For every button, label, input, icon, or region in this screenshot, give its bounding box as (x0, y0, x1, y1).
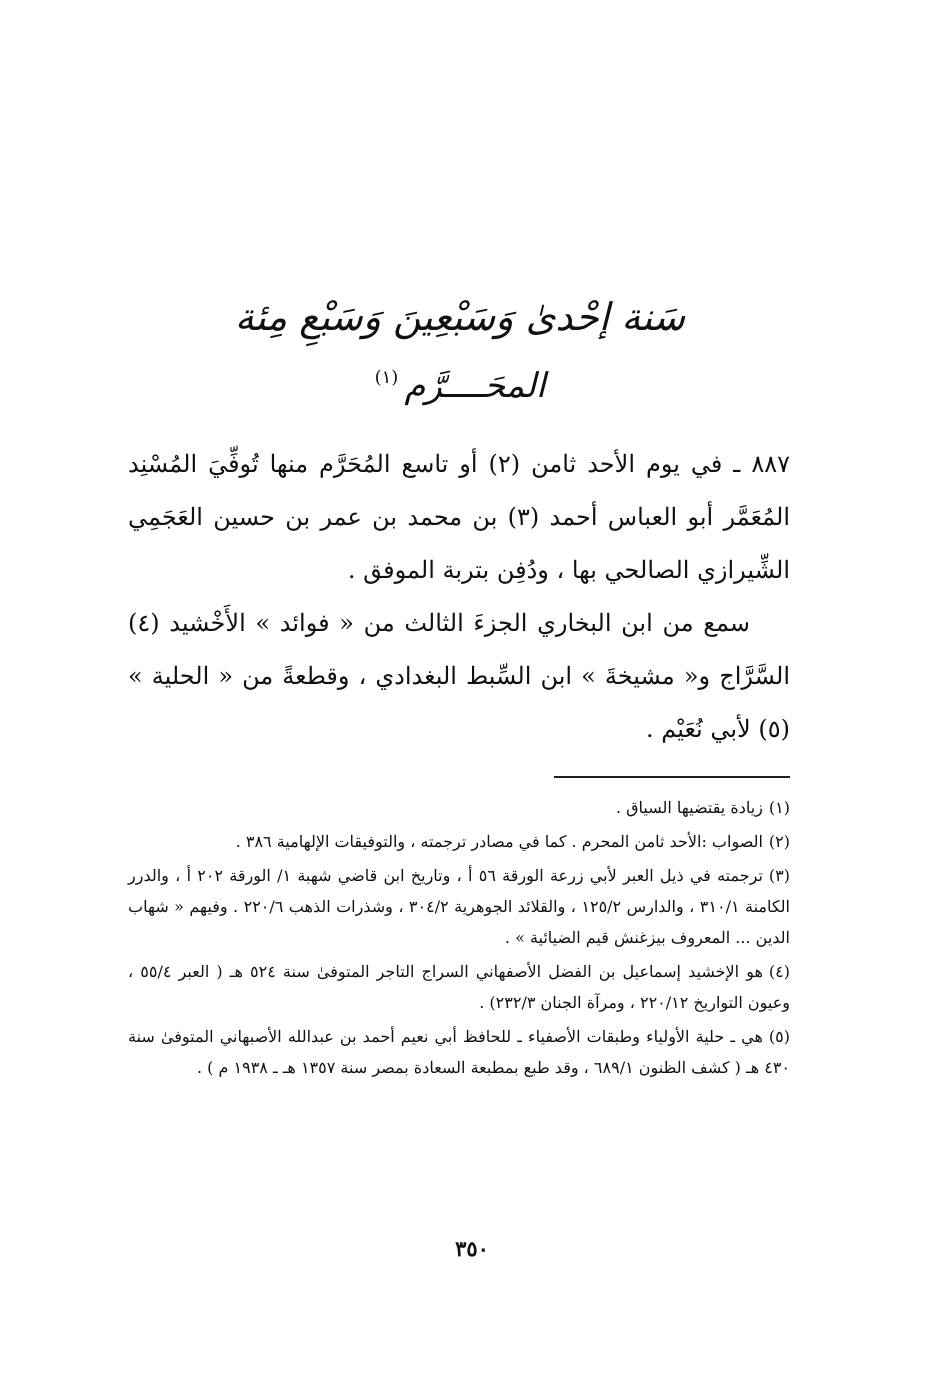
footnote-2 (128, 826, 790, 857)
footnote-text: ترجمته في ذيل العبر لأبي زرعة الورقة ٥٦ أ ، وتاريخ ابن قاضي شهبة ١/ الورقة ٢٠٢ أ ، والدرر الكامنة ٣١٠/١ ، والدارس ١٢٥/٢ ، والقلائد الجوهرية ٣٠٤/٢ ، وشذرات الذهب ٢٢٠/٦ . وفيهم « شهاب الدين ... المعروف بيزغنش قيم الضيائية » . (128, 866, 790, 947)
footnote-1 (128, 792, 790, 823)
month-title-text: المحَــــرَّم (404, 366, 546, 406)
footnote-text: هي ـ حلية الأولياء وطبقات الأصفياء ـ للحافظ أبي نعيم أحمد بن عبدالله الأصبهاني المتوفىٰ سنة ٤٣٠ هـ ( كشف الظنون ٦٨٩/١ ، وقد طبع بمطبعة السعادة بمصر سنة ١٣٥٧ هـ ـ ١٩٣٨ م ) . (128, 1027, 790, 1077)
footnote-text: زيادة يقتضيها السياق . (615, 798, 763, 817)
year-title (200, 292, 720, 342)
footnote-separator (554, 776, 790, 778)
footnote-number: (٣) (768, 866, 791, 885)
footnote-number: (٤) (768, 962, 791, 981)
entry-paragraph-1: ٨٨٧ ـ في يوم الأحد ثامن (٢) أو تاسع المُحَرَّم منها تُوفِّيَ المُسْنِد المُعَمَّر أبو العباس أحمد (٣) بن محمد بن عمر بن حسين العَجَمِي الشِّيرازي الصالحي بها ، ودُفِن بتربة الموفق . (128, 450, 791, 584)
entry-paragraph-2: سمع من ابن البخاري الجزءَ الثالث من « فوائد » الأَخْشيد (٤) السَّرَّاج و« مشيخةَ » ابن السِّبط البغدادي ، وقطعةً من « الحلية » (٥) لأبي نُعَيْم . (128, 609, 790, 743)
footnote-number: (٥) (768, 1027, 790, 1046)
month-note-reference: (١) (374, 367, 399, 388)
footnote-number: (٢) (768, 832, 790, 851)
footnote-text: هو الإخشيد إسماعيل بن الفضل الأصفهاني السراج التاجر المتوفىٰ سنة ٥٢٤ هـ ( العبر ٥٥/٤ ، وعيون التواريخ ٢٢٠/١٢ ، ومرآة الجنان ٢٣٢/٣) . (128, 962, 790, 1012)
footnote-5 (128, 1021, 790, 1083)
year-title-text: سَنة إحْدىٰ وَسَبْعِينَ وَسَبْعِ مِئة (234, 295, 686, 339)
footnote-number: (١) (768, 798, 790, 817)
footnotes (128, 792, 790, 1086)
month-title (200, 355, 720, 409)
footnote-4 (128, 956, 790, 1018)
footnote-3 (128, 860, 790, 953)
page-number: ٣٥٠ (455, 1236, 489, 1261)
footnote-text: الصواب :الأحد ثامن المحرم . كما في مصادر ترجمته ، والتوفيقات الإلهامية ٣٨٦ . (235, 832, 763, 851)
